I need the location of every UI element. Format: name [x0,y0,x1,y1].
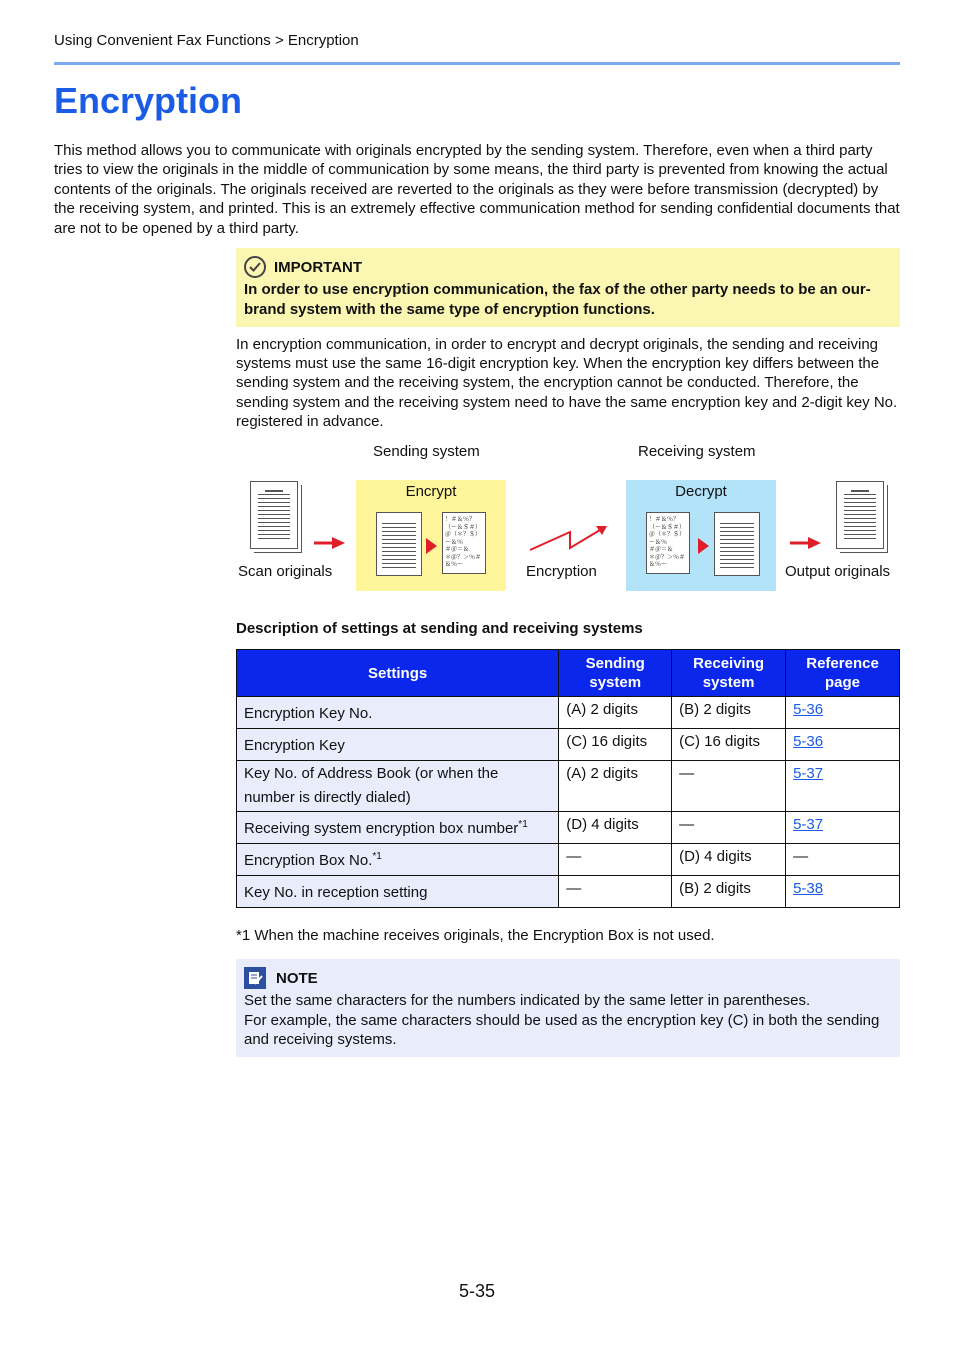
note-text-1: Set the same characters for the numbers indicated by the same letter in parentheses. [244,992,811,1009]
setting-cell: Encryption Box No.$^{*1}$ [237,844,559,876]
scan-originals-label: Scan originals [238,563,333,580]
encrypt-panel [356,480,506,591]
sending-cell: — [559,844,672,876]
setting-cell: Key No. in reception setting [237,876,559,908]
breadcrumb: Using Convenient Fax Functions > Encryption [54,32,359,49]
table-row [237,729,900,761]
receiving-system-label: Receiving system [638,443,756,460]
encrypted-document-icon: ！＃＆％？ （～＆＄＃） ＠（＊？＄） ～＆％ ＃＠＝＆ ＊＠？＞％＃ ＆％～ [646,512,690,574]
note-text-2: For example, the same characters should be used as the encryption key (C) in both the sending and receiving systems. [244,1011,880,1048]
encrypted-document-icon: ！＃＆％？ （～＆＄＃） ＠（＊？＄） ～＆％ ＃＠＝＆ ＊＠？＞％＃ ＆％～ [442,512,486,574]
important-label: IMPORTANT [274,258,363,276]
setting-cell: Encryption Key No. [237,697,559,729]
receiving-cell: (C) 16 digits [672,729,786,761]
table-row [237,697,900,729]
header-settings: Settings [237,650,559,697]
triangle-arrow-icon [698,538,709,554]
reference-cell [786,761,900,812]
receiving-cell: — [672,812,786,844]
triangle-arrow-icon [426,538,437,554]
sending-cell: — [559,876,672,908]
encryption-diagram [236,440,900,600]
reference-link[interactable]: 5-36 [793,733,824,750]
setting-cell: Encryption Key [237,729,559,761]
check-icon [244,256,266,278]
sending-cell: (A) 2 digits [559,697,672,729]
plain-document-icon [376,512,422,576]
arrow-right-icon [790,536,822,550]
reference-cell [786,729,900,761]
original-document-icon [250,481,298,549]
page-number: 5-35 [458,1281,496,1301]
important-box [236,248,900,327]
header-sending-system: Sending system [559,650,672,697]
reference-cell [786,697,900,729]
note-box [236,959,900,1057]
header-reference-page: Reference page [786,650,900,697]
plain-document-icon [714,512,760,576]
reference-link[interactable]: 5-37 [793,816,824,833]
decrypt-label: Decrypt [675,483,727,500]
setting-cell: Key No. of Address Book (or when the number is directly dialed) [237,761,559,812]
important-text: In order to use encryption communication, the fax of the other party needs to be an our-brand system with the same type of encryption functions. [244,281,871,318]
reference-cell [786,812,900,844]
arrow-right-icon [314,536,346,550]
note-icon [244,967,266,989]
settings-table [236,649,900,908]
header-rule [54,62,900,65]
page-title: Encryption [54,80,243,121]
reference-link[interactable]: 5-38 [793,880,824,897]
table-row [237,761,900,812]
table-row [237,844,900,876]
transmission-arrow-icon [528,526,608,552]
table-row [237,876,900,908]
receiving-cell: (B) 2 digits [672,697,786,729]
encrypt-label: Encrypt [405,483,457,500]
output-originals-label: Output originals [785,563,891,580]
table-row [237,812,900,844]
receiving-cell: (D) 4 digits [672,844,786,876]
setting-cell: Receiving system encryption box number$^{*1}$ [237,812,559,844]
sending-cell: (D) 4 digits [559,812,672,844]
reference-cell: — [786,844,900,876]
note-label: NOTE [276,969,318,987]
encryption-label: Encryption [526,563,597,580]
reference-cell [786,876,900,908]
receiving-cell: (B) 2 digits [672,876,786,908]
receiving-cell: — [672,761,786,812]
reference-link[interactable]: 5-37 [793,765,824,782]
encryption-paragraph: In encryption communication, in order to encrypt and decrypt originals, the sending and receiving systems must use the same 16-digit encryption key. When the encryption key differs between the sending system and the receiving system, the encryption cannot be conducted. Therefore, the sending system and the receiving system need to have the same encryption key and 2-digit key No. registered in advance. [236,336,898,430]
sending-cell: (A) 2 digits [559,761,672,812]
sending-system-label: Sending system [373,443,480,460]
footnote: *1 When the machine receives originals, the Encryption Box is not used. [236,927,715,944]
table-title: Description of settings at sending and receiving systems [236,620,643,637]
sending-cell: (C) 16 digits [559,729,672,761]
reference-link[interactable]: 5-36 [793,701,824,718]
output-document-icon [836,481,884,549]
intro-paragraph: This method allows you to communicate with originals encrypted by the sending system. Therefore, even when a third party tries to view the originals in the middle of communication by some means, the third party is prevented from knowing the actual contents of the originals. The originals received are reverted to the originals as they were before transmission (decrypted) by the receiving system, and printed. This is an extremely effective communication method for sending confidential documents that are not to be opened by a third party. [54,142,900,237]
decrypt-panel [626,480,776,591]
header-receiving-system: Receiving system [672,650,786,697]
